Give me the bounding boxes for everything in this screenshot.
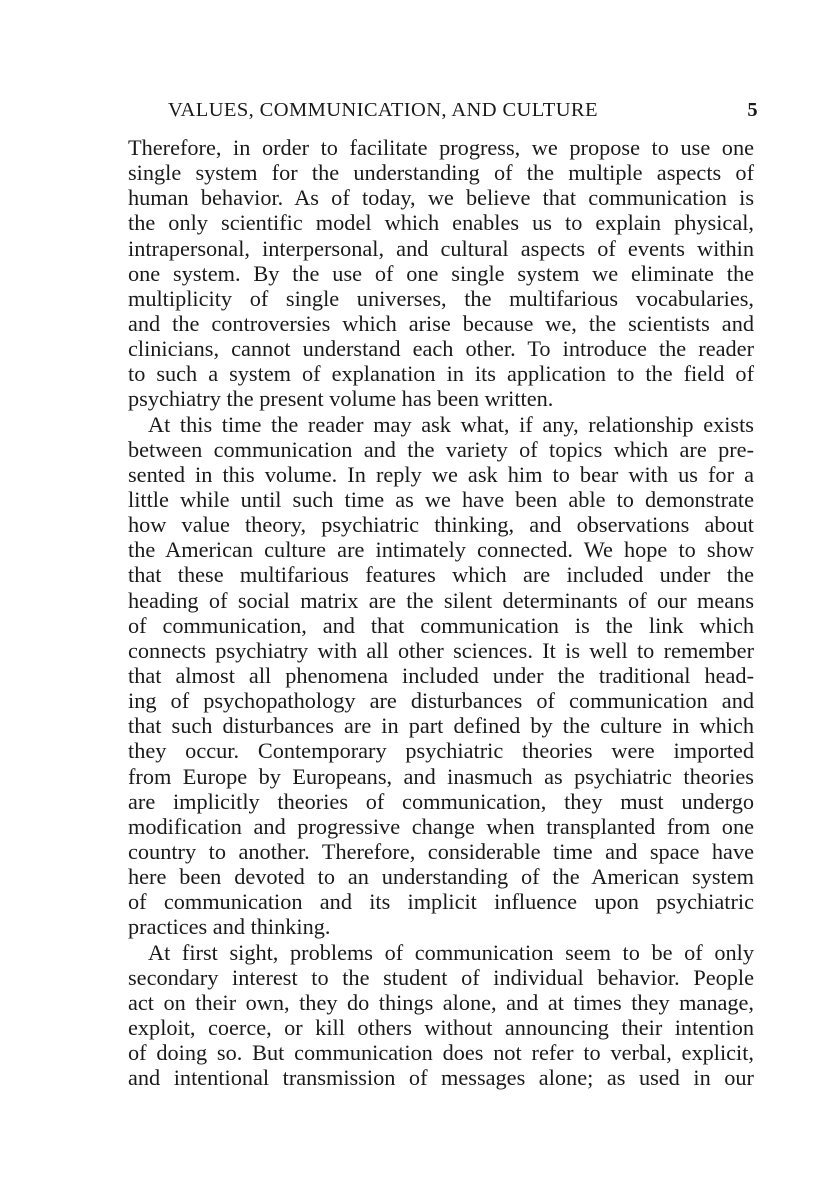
page-number: 5 bbox=[747, 99, 758, 121]
text-line: multiplicity of single universes, the multifarious vocabularies, bbox=[128, 285, 754, 311]
text-line: ing of psychopathology are disturbances of communication and bbox=[128, 688, 754, 714]
text-line: practices and thinking. bbox=[128, 914, 331, 940]
text-line: of communication and its implicit influence upon psychiatric bbox=[128, 889, 754, 915]
paragraph bbox=[128, 412, 754, 940]
text-line: the only scientific model which enables us to explain physical, bbox=[128, 210, 754, 236]
text-line: and the controversies which arise because we, the scientists and bbox=[128, 310, 754, 336]
text-line: sented in this volume. In reply we ask him to bear with us for a bbox=[128, 461, 754, 487]
text-line: clinicians, cannot understand each other. To introduce the reader bbox=[128, 336, 754, 362]
text-line: single system for the understanding of the multiple aspects of bbox=[128, 160, 754, 186]
text-line: here been devoted to an understanding of the American system bbox=[128, 864, 754, 890]
text-line: Therefore, in order to facilitate progress, we propose to use one bbox=[128, 135, 754, 160]
text-line: the American culture are intimately connected. We hope to show bbox=[128, 537, 754, 563]
text-line: they occur. Contemporary psychiatric theories were imported bbox=[128, 738, 754, 764]
text-line: of communication, and that communication is the link which bbox=[128, 612, 754, 638]
text-line: human behavior. As of today, we believe that communication is bbox=[128, 185, 754, 211]
text-line: from Europe by Europeans, and inasmuch as psychiatric theories bbox=[128, 763, 754, 789]
text-line: one system. By the use of one single system we eliminate the bbox=[128, 260, 754, 286]
text-line: secondary interest to the student of individual behavior. People bbox=[128, 964, 754, 990]
text-line: act on their own, they do things alone, and at times they manage, bbox=[128, 989, 754, 1015]
text-line: exploit, coerce, or kill others without announcing their intention bbox=[128, 1014, 754, 1040]
text-line: of doing so. But communication does not refer to verbal, explicit, bbox=[128, 1040, 754, 1066]
text-line: little while until such time as we have been able to demonstrate bbox=[128, 486, 754, 512]
paragraph bbox=[128, 135, 754, 412]
text-line: that such disturbances are in part defined by the culture in which bbox=[128, 713, 754, 739]
text-line: that these multifarious features which are included under the bbox=[128, 562, 754, 588]
text-line: heading of social matrix are the silent determinants of our means bbox=[128, 587, 754, 613]
text-line: intrapersonal, interpersonal, and cultural aspects of events within bbox=[128, 235, 754, 261]
text-line: how value theory, psychiatric thinking, and observations about bbox=[128, 512, 754, 538]
text-line: that almost all phenomena included under the traditional head- bbox=[128, 662, 754, 688]
text-line: modification and progressive change when transplanted from one bbox=[128, 813, 754, 839]
chapter-title: VALUES, COMMUNICATION, AND CULTURE bbox=[168, 99, 598, 121]
running-head bbox=[168, 96, 758, 124]
text-line: to such a system of explanation in its application to the field of bbox=[128, 361, 754, 387]
text-line: psychiatry the present volume has been written. bbox=[128, 386, 554, 412]
text-line: and intentional transmission of messages alone; as used in our bbox=[128, 1065, 754, 1091]
text-line: country to another. Therefore, considerable time and space have bbox=[128, 838, 754, 864]
body-text bbox=[128, 135, 754, 1090]
text-line: At first sight, problems of communication seem to be of only bbox=[148, 939, 754, 965]
text-line: connects psychiatry with all other sciences. It is well to remember bbox=[128, 637, 754, 663]
text-line: between communication and the variety of topics which are pre- bbox=[128, 436, 754, 462]
text-line: At this time the reader may ask what, if any, relationship exists bbox=[148, 411, 754, 437]
text-line: are implicitly theories of communication, they must undergo bbox=[128, 788, 754, 814]
paragraph bbox=[128, 940, 754, 1091]
